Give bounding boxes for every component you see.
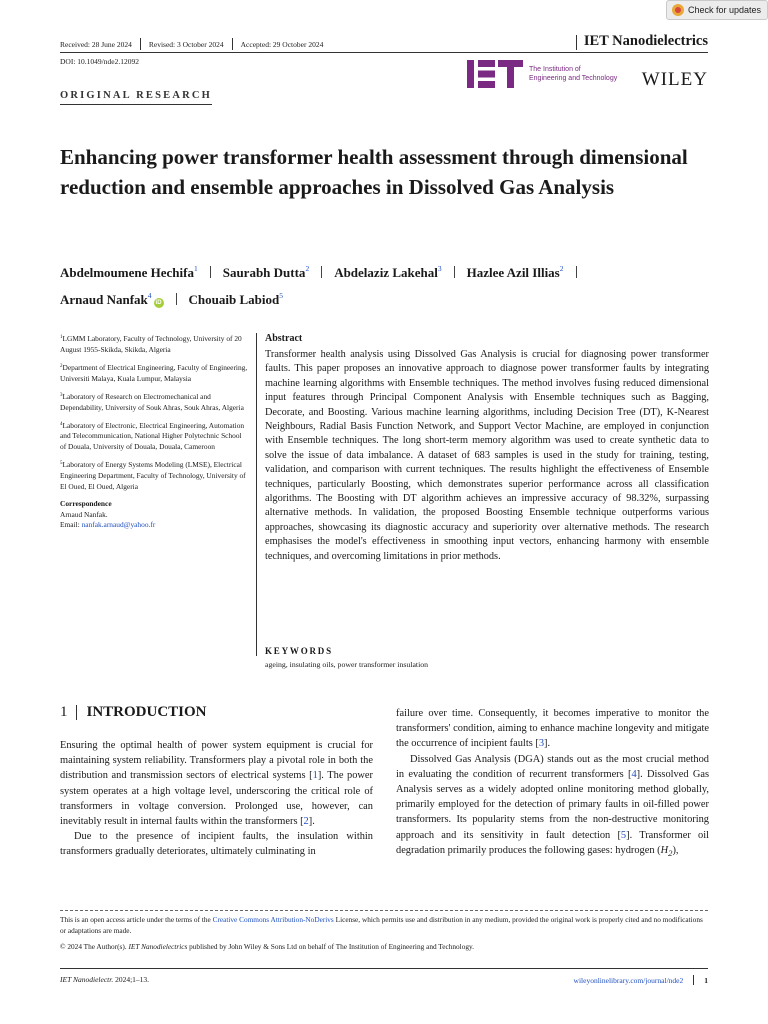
citation-link[interactable]: 1 [312,770,318,782]
body-column-left [60,738,373,860]
paragraph: Due to the presence of incipient faults, the insulation within transformers gradually deteriorates, ultimately culminating in [60,831,373,858]
license-text: This is an open access article under the terms of the Creative Commons Attribution-NoDerivs License, which permits use and distribution in any medium, provided the original work is properly cited and no modifications or adaptations are made. [60,915,703,935]
correspondence-email-row: Email: nanfak.arnaud@yahoo.fr [60,520,156,530]
iet-mark-icon [467,60,523,88]
author-name[interactable]: Abdelmoumene Hechifa$^1$ [60,264,198,280]
divider [210,266,211,278]
formula-h2: $H_2$ [660,844,673,858]
email-link[interactable]: nanfak.arnaud@yahoo.fr [81,520,156,530]
body-column-right [396,706,709,861]
copyright-text: © 2024 The Author(s). IET Nanodielectrics published by John Wiley & Sons Ltd on behalf of The Institution of Engineering and Technology. [60,942,475,951]
author-name[interactable]: Hazlee Azil Illias$^2$ [466,264,564,280]
keywords-heading: KEYWORDS [265,646,333,656]
author-name[interactable]: Chouaib Labiod$^5$ [188,291,283,307]
affiliations [60,333,248,531]
citation-link[interactable]: 2 [303,816,309,828]
journal-name: IET Nanodielectrics [583,33,708,49]
abstract-text: Transformer health analysis using Dissolved Gas Analysis is crucial for diagnosing power transformer faults. This paper proposes an innovative approach to diagnose power transformer faults by integrating machine learning algorithms with Ensemble techniques. The method involves fusing reduced dimensional input features through Principal Component Analysis with Ensemble techniques such as Bagging, Decorate, and Boosting. Various machine learning algorithms, including Decision Tree (DT), K-Nearest Neighbours, Radial Basis Function Network, and Support Vector Machine, are employed in conjunction with Ensemble techniques. The long short-term memory algorithm was used to create synthetic data to solve the issue of data imbalance. A dataset of 683 samples is used in the study for training, testing, validation, and comparison with current techniques. The results highlight the effectiveness of Ensemble techniques, particularly Boosting, which demonstrates superior performance across all classification algorithms. The Boosting with DT algorithm achieves an impressive accuracy of 98.32%, surpassing alternative methods. In validation, the proposed Boosting Ensemble technique outperforms various approaches, showcasing its diagnostic accuracy and superiority over alternative methods. The research emphasises the model's effectiveness in smoothing input vectors, enhancing harmony with ensemble techniques, and overcoming limitations in prior methods. [265,349,709,562]
citation-link[interactable]: 3 [538,738,545,750]
divider [321,266,322,278]
journal-url-link[interactable]: wileyonlinelibrary.com/journal/nde2 [573,975,684,985]
check-for-updates-button[interactable] [666,0,768,20]
affiliation: $^4$Laboratory of Electronic, Electrical Engineering, Automation and Telecommunication, National Higher Polytechnic School of Douala, University of Douala, Douala, Cameroon [60,420,245,452]
author-list [60,257,710,311]
page-number: 1 [704,975,708,985]
iet-logo [467,60,617,88]
section-number: 1 [60,704,68,720]
accepted-date: Accepted: 29 October 2024 [240,39,324,49]
footer-citation: IET Nanodielectr. 2024;1–13. [60,975,150,984]
divider [176,293,177,305]
article-title: Enhancing power transformer health assessment through dimensional reduction and ensemble approaches in Dissolved Gas Analysis [60,145,688,199]
author-name[interactable]: Arnaud Nanfak$^4$ [60,291,152,307]
keywords-text: ageing, insulating oils, power transformer insulation [265,660,429,669]
abstract-heading: Abstract [265,333,303,344]
divider [232,38,233,50]
citation-link[interactable]: 4 [631,768,637,780]
license-link[interactable]: Creative Commons Attribution-NoDerivs [212,915,334,924]
received-date: Received: 28 June 2024 [60,39,132,49]
author-name[interactable]: Saurabh Dutta$^2$ [222,264,310,280]
revised-date: Revised: 3 October 2024 [148,39,224,49]
affiliation: $^2$Department of Electrical Engineering, Faculty of Engineering, Universiti Malaya, Kuala Lumpur, Malaysia [60,362,248,383]
section-label: ORIGINAL RESEARCH [60,90,212,105]
section-title: INTRODUCTION [86,704,207,720]
footnote-rule [60,910,708,911]
paragraph: Ensuring the optimal health of power system equipment is crucial for maintaining system reliability. Transformers play a pivotal role in both the distribution and transmission sectors of electrical systems [1]. The power system operates at a high voltage level, underscoring the critical role of transformers in voltage conversion. Prolonged use, however, can inevitably result in internal faults within the transformers [2]. [60,740,374,828]
footer-right [574,975,708,985]
affiliation: $^1$LGMM Laboratory, Faculty of Technology, University of 20 August 1955-Skikda, Skikda, Algeria [60,334,242,354]
affiliation: $^3$Laboratory of Research on Electromechanical and Dependability, University of Souk Ahras, Souk Ahras, Algeria [60,391,244,412]
divider [576,266,577,278]
license-footnote [60,914,710,952]
paragraph: failure over time. Consequently, it becomes imperative to monitor the transformers' condition, aiming to enhance machine longevity and mitigate the occurrence of incipient faults [3]. [396,708,709,750]
divider [140,38,141,50]
citation-link[interactable]: 5 [620,829,627,841]
correspondence-heading: Correspondence [60,498,112,508]
orcid-icon[interactable]: iD [155,300,162,306]
column-divider [256,333,257,656]
divider [454,266,455,278]
wiley-logo: WILEY [641,69,708,90]
iet-wordmark: The Institution of Engineering and Technology [529,66,618,82]
footer-rule [60,968,708,969]
divider [76,705,77,720]
paragraph: Dissolved Gas Analysis (DGA) stands out as the most crucial method in evaluating the condition of recurrent transformers [4]. Dissolved Gas Analysis serves as a widely adopted online monitoring method globally, primarily employed for the detection of primary faults in oil-filled power transformers. Its popularity stems from the non-destructive monitoring approach and its sensitivity in fault detection [5]. Transformer oil degradation primarily produces the following gases: hydrogen $(H_2)$, [396,753,709,858]
doi: DOI: 10.1049/nde2.12092 [60,57,139,66]
check-updates-label: Check for updates [688,5,762,15]
dates-row [60,38,323,50]
divider [693,975,694,985]
affiliation: $^5$Laboratory of Energy Systems Modeling (LMSE), Electrical Engineering Department, Faculty of Technology, University of El Oued, El Oued, Algeria [60,460,246,491]
header-rule [60,52,708,53]
update-badge-icon [672,4,684,16]
author-name[interactable]: Abdelaziz Lakehal$^3$ [334,264,442,280]
section-heading-introduction [60,704,207,721]
correspondence-name: Arnaud Nanfak. [60,509,108,519]
